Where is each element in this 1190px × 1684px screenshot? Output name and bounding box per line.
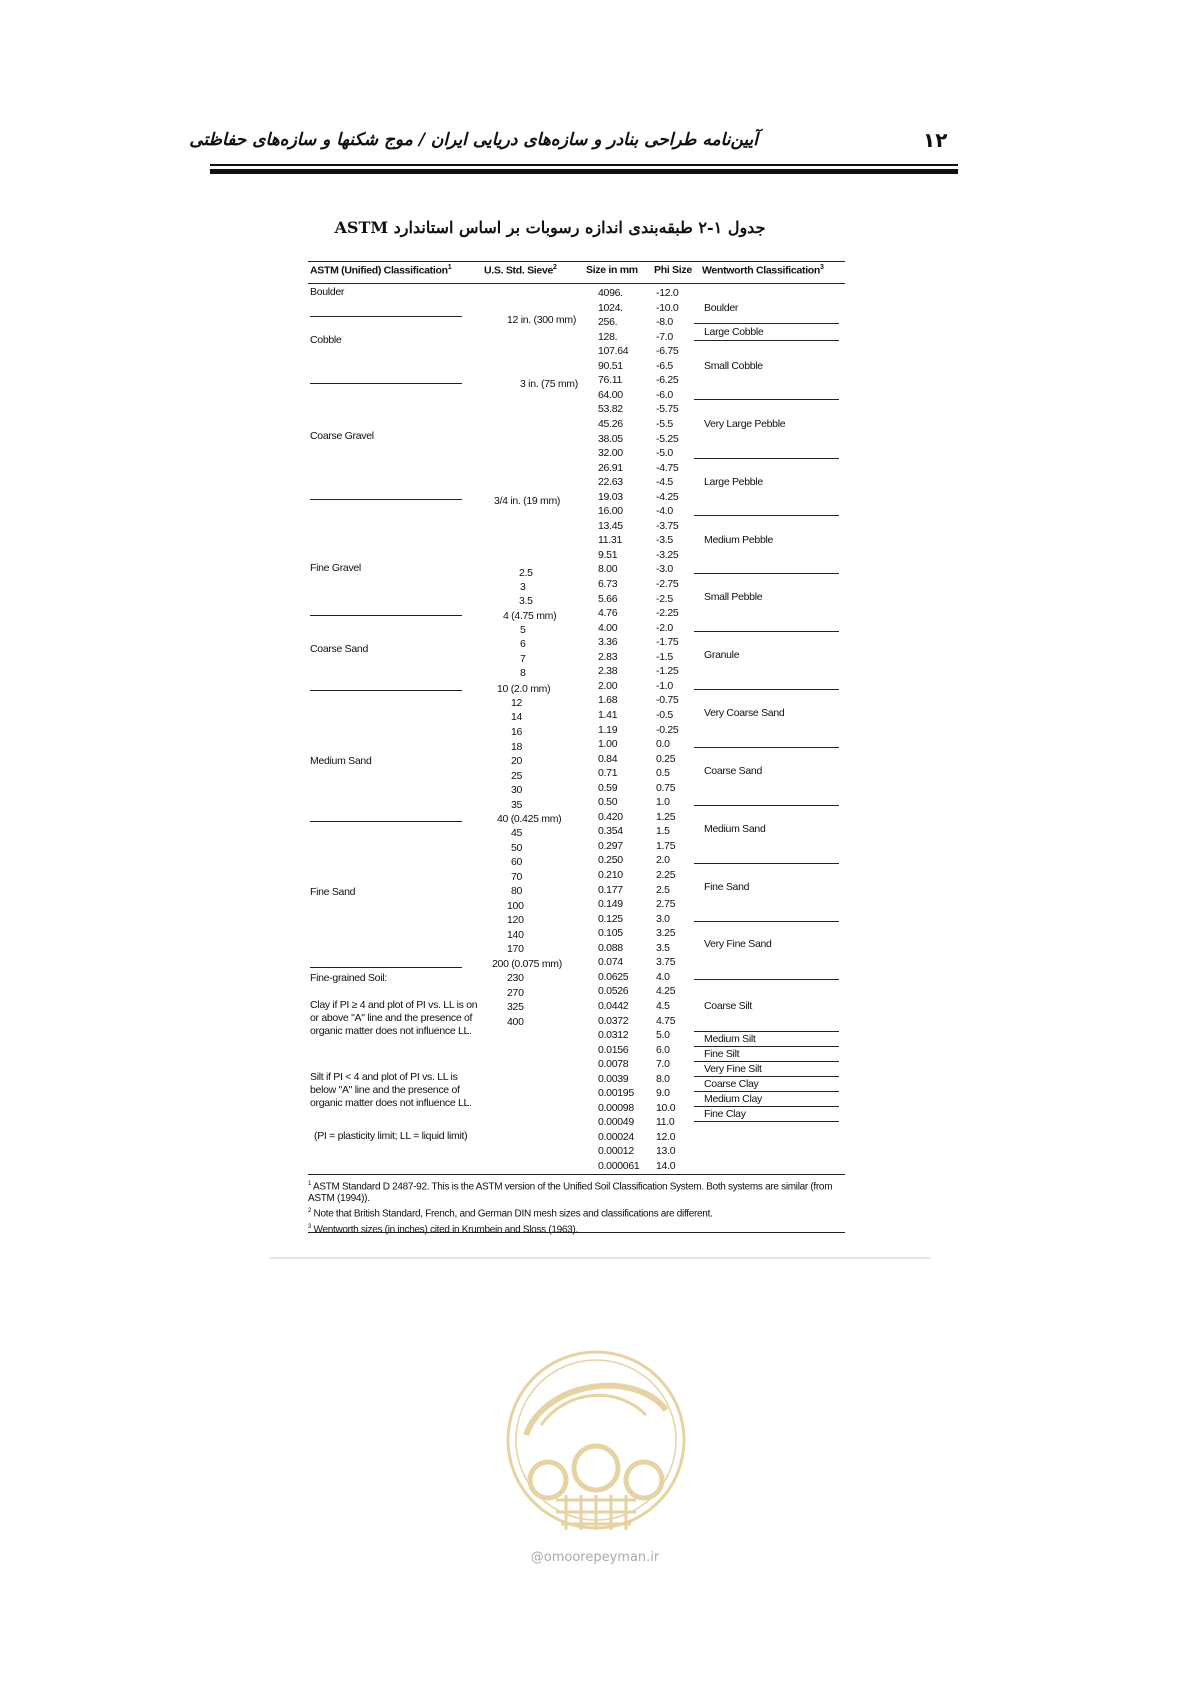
size-cell: 0.250: [598, 854, 623, 867]
size-cell: 0.00012: [598, 1145, 634, 1158]
size-cell: 0.420: [598, 810, 623, 823]
phi-cell: -5.0: [656, 447, 673, 460]
size-cell: 0.59: [598, 781, 618, 794]
astm-divider: [310, 499, 462, 500]
wentworth-divider: [694, 1091, 839, 1092]
wentworth-boulder: Boulder: [704, 302, 739, 314]
sieve-12in: 12 in. (300 mm): [507, 314, 577, 326]
phi-cell: -4.75: [656, 461, 679, 474]
phi-cell: -1.75: [656, 636, 679, 649]
phi-cell: -1.0: [656, 679, 673, 692]
phi-cell: 2.0: [656, 854, 670, 867]
phi-cell: 4.25: [656, 985, 676, 998]
phi-cell: 7.0: [656, 1058, 670, 1071]
size-cell: 0.0442: [598, 999, 629, 1012]
size-cell: 0.0156: [598, 1043, 629, 1056]
header-sieve: U.S. Std. Sieve$^2$: [484, 264, 557, 277]
footnote-2: $^2$ Note that British Standard, French, and German DIN mesh sizes and classifications are different.: [308, 1208, 713, 1220]
size-cell: 1.00: [598, 738, 618, 751]
wentworth-divider: [694, 323, 839, 324]
wentworth-very-fine-sand: Very Fine Sand: [704, 938, 772, 950]
phi-cell: 5.0: [656, 1029, 670, 1042]
phi-cell: 0.0: [656, 738, 670, 751]
footnote-bottom-rule: [308, 1232, 845, 1233]
wentworth-very-large-pebble: Very Large Pebble: [704, 418, 786, 430]
size-cell: 0.088: [598, 941, 623, 954]
size-cell: 0.0372: [598, 1014, 629, 1027]
size-cell: 0.0312: [598, 1029, 629, 1042]
size-cell: 26.91: [598, 461, 623, 474]
phi-cell: -6.75: [656, 345, 679, 358]
wentworth-coarse-sand: Coarse Sand: [704, 765, 762, 777]
size-cell: 0.105: [598, 927, 623, 940]
sieve-120: 120: [507, 914, 524, 926]
scan-artifact-line: [270, 1257, 930, 1259]
astm-divider: [310, 615, 462, 616]
phi-cell: 3.25: [656, 927, 676, 940]
sieve-25: 25: [511, 770, 523, 782]
wentworth-divider: [694, 1031, 839, 1032]
sieve-3-5: 3.5: [519, 595, 533, 607]
sieve-270: 270: [507, 987, 524, 999]
sieve-18: 18: [511, 741, 523, 753]
phi-cell: 3.5: [656, 941, 670, 954]
sieve-8: 8: [520, 667, 526, 679]
size-cell: 0.0526: [598, 985, 629, 998]
wentworth-medium-silt: Medium Silt: [704, 1033, 756, 1045]
header-wentworth: Wentworth Classification$^3$: [702, 264, 824, 277]
size-cell: 64.00: [598, 388, 623, 401]
phi-cell: -3.25: [656, 548, 679, 561]
size-cell: 1.41: [598, 708, 618, 721]
header-size: Size in mm: [586, 264, 638, 276]
wentworth-medium-pebble: Medium Pebble: [704, 534, 774, 546]
phi-cell: 4.0: [656, 970, 670, 983]
sieve-16: 16: [511, 726, 523, 738]
size-cell: 13.45: [598, 519, 623, 532]
wentworth-divider: [694, 515, 839, 516]
astm-fine-grained-soil: Fine-grained Soil:: [310, 972, 387, 984]
phi-cell: -4.5: [656, 476, 673, 489]
size-cell: 2.38: [598, 665, 618, 678]
size-cell: 1.19: [598, 723, 618, 736]
phi-cell: -3.75: [656, 519, 679, 532]
sieve-12: 12: [511, 697, 523, 709]
sieve-7: 7: [520, 653, 526, 665]
size-cell: 0.00195: [598, 1087, 634, 1100]
phi-cell: -2.75: [656, 578, 679, 590]
size-cell: 0.84: [598, 752, 618, 765]
phi-cell: 12.0: [656, 1130, 676, 1143]
phi-cell: -4.25: [656, 490, 679, 503]
phi-cell: -2.25: [656, 607, 679, 620]
wentworth-divider: [694, 1106, 839, 1107]
watermark-seal-icon: [486, 1330, 706, 1560]
size-cell: 22.63: [598, 476, 623, 489]
wentworth-divider: [694, 458, 839, 459]
wentworth-small-pebble: Small Pebble: [704, 591, 763, 603]
sieve-230: 230: [507, 972, 524, 984]
sieve-2-5: 2.5: [519, 567, 533, 579]
book-title: آیین‌نامه طراحی بنادر و سازه‌های دریایی ایران / موج شکنها و سازه‌های حفاظتی: [189, 130, 758, 150]
astm-divider: [310, 383, 462, 384]
astm-coarse-sand: Coarse Sand: [310, 643, 368, 655]
phi-cell: -0.75: [656, 694, 679, 707]
phi-cell: -7.0: [656, 330, 673, 343]
size-cell: 1024.: [598, 301, 623, 314]
size-cell: 0.0625: [598, 970, 629, 983]
size-cell: 4.00: [598, 621, 618, 634]
sieve-35: 35: [511, 799, 523, 811]
phi-cell: 2.5: [656, 883, 670, 896]
sieve-3in: 3 in. (75 mm): [520, 378, 578, 390]
sieve-6: 6: [520, 638, 526, 650]
header-phi: Phi Size: [654, 264, 692, 276]
size-cell: 5.66: [598, 592, 618, 605]
size-cell: 0.00024: [598, 1130, 634, 1143]
phi-cell: 13.0: [656, 1145, 676, 1158]
phi-cell: 9.0: [656, 1087, 670, 1100]
sieve-170: 170: [507, 943, 524, 955]
sieve-5: 5: [520, 624, 526, 636]
size-cell: 0.0039: [598, 1072, 629, 1085]
phi-cell: 10.0: [656, 1101, 676, 1114]
sieve-140: 140: [507, 929, 524, 941]
page-number: ۱۲: [923, 128, 948, 152]
size-cell: 0.0078: [598, 1058, 629, 1071]
wentworth-coarse-silt: Coarse Silt: [704, 1000, 753, 1012]
size-cell: 1.68: [598, 694, 618, 707]
astm-divider: [310, 967, 462, 968]
sieve-400: 400: [507, 1016, 524, 1028]
sieve-50: 50: [511, 842, 523, 854]
astm-clay-note: Clay if PI ≥ 4 and plot of PI vs. LL is on or above "A" line and the presence of organic matter does not influence LL.: [310, 999, 478, 1037]
phi-cell: 2.25: [656, 869, 676, 881]
phi-cell: 11.0: [656, 1116, 675, 1129]
phi-cell: 6.0: [656, 1043, 670, 1056]
table-caption: جدول ۱-۲ طبقه‌بندی اندازه رسوبات بر اساس استاندارد ASTM: [334, 218, 766, 237]
phi-cell: -5.5: [656, 417, 673, 430]
phi-cell: -8.0: [656, 316, 673, 329]
size-cell: 0.149: [598, 898, 623, 911]
phi-cell: 3.75: [656, 956, 676, 969]
sieve-3-4in: 3/4 in. (19 mm): [494, 495, 561, 507]
phi-cell: -2.0: [656, 621, 673, 634]
phi-cell: -1.5: [656, 650, 673, 663]
table-footnotes: [308, 1178, 848, 1236]
phi-cell: -12.0: [656, 287, 679, 299]
phi-cell: -6.5: [656, 359, 673, 372]
wentworth-coarse-clay: Coarse Clay: [704, 1078, 759, 1090]
astm-pi-note: (PI = plasticity limit; LL = liquid limit): [314, 1130, 468, 1142]
size-cell: 6.73: [598, 578, 618, 590]
header-astm: ASTM (Unified) Classification$^1$: [310, 264, 452, 277]
phi-cell: 14.0: [656, 1160, 676, 1172]
size-cell: 19.03: [598, 490, 623, 503]
wentworth-divider: [694, 921, 839, 922]
astm-silt-note: Silt if PI < 4 and plot of PI vs. LL is below "A" line and the presence of organic matter does not influence LL.: [310, 1071, 472, 1109]
sieve-3: 3: [520, 581, 526, 593]
astm-coarse-gravel: Coarse Gravel: [310, 430, 374, 442]
footnote-1: $^1$ ASTM Standard D 2487-92. This is the ASTM version of the Unified Soil Classification System. Both systems are similar (from ASTM (1994)).: [308, 1181, 833, 1205]
size-cell: 38.05: [598, 432, 623, 445]
phi-cell: -2.5: [656, 592, 673, 605]
phi-cell: -5.75: [656, 403, 679, 416]
size-cell: 0.297: [598, 839, 623, 852]
sieve-14: 14: [511, 711, 523, 723]
watermark-url: @omoorepeyman.ir: [530, 1550, 660, 1565]
size-cell: 2.83: [598, 650, 618, 663]
sieve-10: 10 (2.0 mm): [497, 683, 551, 695]
astm-fine-sand: Fine Sand: [310, 886, 356, 898]
phi-cell: 1.5: [656, 825, 670, 838]
size-cell: 256.: [598, 316, 618, 329]
phi-cell: -4.0: [656, 505, 673, 518]
wentworth-divider: [694, 1061, 839, 1062]
wentworth-large-pebble: Large Pebble: [704, 476, 763, 488]
size-cell: 45.26: [598, 417, 623, 430]
phi-cell: -3.0: [656, 563, 673, 576]
sieve-40: 40 (0.425 mm): [497, 813, 562, 825]
size-cell: 107.64: [598, 345, 629, 358]
wentworth-divider: [694, 399, 839, 400]
size-cell: 16.00: [598, 505, 623, 518]
wentworth-fine-clay: Fine Clay: [704, 1108, 746, 1120]
wentworth-divider: [694, 747, 839, 748]
sieve-80: 80: [511, 885, 523, 897]
size-cell: 0.125: [598, 912, 623, 925]
wentworth-granule: Granule: [704, 649, 740, 661]
phi-cell: 1.0: [656, 796, 670, 809]
size-cell: 0.00049: [598, 1116, 634, 1129]
sieve-20: 20: [511, 755, 523, 767]
wentworth-medium-sand: Medium Sand: [704, 823, 766, 835]
size-cell: 8.00: [598, 563, 618, 576]
phi-cell: -10.0: [656, 301, 679, 314]
size-cell: 53.82: [598, 403, 623, 416]
wentworth-divider: [694, 1046, 839, 1047]
size-cell: 3.36: [598, 636, 618, 649]
wentworth-small-cobble: Small Cobble: [704, 360, 763, 372]
phi-cell: -6.0: [656, 388, 673, 401]
phi-cell: 8.0: [656, 1072, 670, 1085]
sieve-4: 4 (4.75 mm): [503, 610, 557, 622]
phi-cell: 0.75: [656, 781, 676, 794]
wentworth-fine-sand: Fine Sand: [704, 881, 750, 893]
sieve-200: 200 (0.075 mm): [492, 958, 562, 970]
wentworth-very-coarse-sand: Very Coarse Sand: [704, 707, 785, 719]
phi-cell: -0.5: [656, 708, 673, 721]
size-cell: 0.210: [598, 869, 623, 881]
size-cell: 0.00098: [598, 1101, 634, 1114]
wentworth-very-fine-silt: Very Fine Silt: [704, 1063, 762, 1075]
phi-cell: 1.75: [656, 839, 676, 852]
phi-cell: 3.0: [656, 912, 670, 925]
footnote-3: $^3$ Wentworth sizes (in inches) cited in Krumbein and Sloss (1963).: [308, 1223, 578, 1235]
astm-cobble: Cobble: [310, 334, 342, 346]
astm-medium-sand: Medium Sand: [310, 755, 372, 767]
size-cell: 128.: [598, 330, 618, 343]
size-cell: 76.11: [598, 374, 622, 387]
phi-cell: 4.5: [656, 999, 670, 1012]
size-cell: 9.51: [598, 548, 618, 561]
watermark-logo: [486, 1330, 706, 1570]
astm-divider: [310, 690, 462, 691]
wentworth-fine-silt: Fine Silt: [704, 1048, 740, 1060]
wentworth-divider: [694, 1121, 839, 1122]
table-top-rule: [308, 261, 845, 262]
wentworth-divider: [694, 979, 839, 980]
wentworth-divider: [694, 573, 839, 574]
size-cell: 32.00: [598, 447, 623, 460]
sieve-325: 325: [507, 1001, 524, 1013]
phi-cell: 4.75: [656, 1014, 676, 1027]
size-cell: 11.31: [598, 534, 622, 547]
size-cell: 0.000061: [598, 1160, 640, 1172]
wentworth-divider: [694, 863, 839, 864]
wentworth-large-cobble: Large Cobble: [704, 326, 764, 338]
size-cell: 90.51: [598, 359, 623, 372]
phi-cell: 2.75: [656, 898, 676, 911]
wentworth-medium-clay: Medium Clay: [704, 1093, 762, 1105]
sieve-100: 100: [507, 900, 524, 912]
table-bottom-rule: [308, 1174, 845, 1175]
size-cell: 4.76: [598, 607, 618, 620]
astm-boulder: Boulder: [310, 286, 345, 298]
size-cell: 4096.: [598, 287, 623, 299]
size-cell: 0.177: [598, 883, 623, 896]
phi-cell: 0.5: [656, 767, 670, 780]
wentworth-divider: [694, 340, 839, 341]
astm-divider: [310, 316, 462, 317]
astm-divider: [310, 821, 462, 822]
wentworth-divider: [694, 631, 839, 632]
phi-cell: 1.25: [656, 810, 676, 823]
sieve-60: 60: [511, 856, 523, 868]
astm-fine-gravel: Fine Gravel: [310, 562, 361, 574]
phi-cell: -1.25: [656, 665, 679, 678]
header-bottom-rule: [308, 283, 845, 284]
phi-cell: -3.5: [656, 534, 673, 547]
size-cell: 0.354: [598, 825, 623, 838]
wentworth-divider: [694, 805, 839, 806]
size-cell: 0.074: [598, 956, 623, 969]
size-cell: 0.71: [598, 767, 618, 780]
wentworth-divider: [694, 689, 839, 690]
phi-cell: 0.25: [656, 752, 676, 765]
sieve-70: 70: [511, 871, 523, 883]
size-cell: 0.50: [598, 796, 618, 809]
sieve-45: 45: [511, 827, 523, 839]
phi-cell: -0.25: [656, 723, 679, 736]
phi-cell: -6.25: [656, 374, 679, 387]
sieve-30: 30: [511, 784, 523, 796]
phi-cell: -5.25: [656, 432, 679, 445]
wentworth-divider: [694, 1076, 839, 1077]
size-cell: 2.00: [598, 679, 618, 692]
